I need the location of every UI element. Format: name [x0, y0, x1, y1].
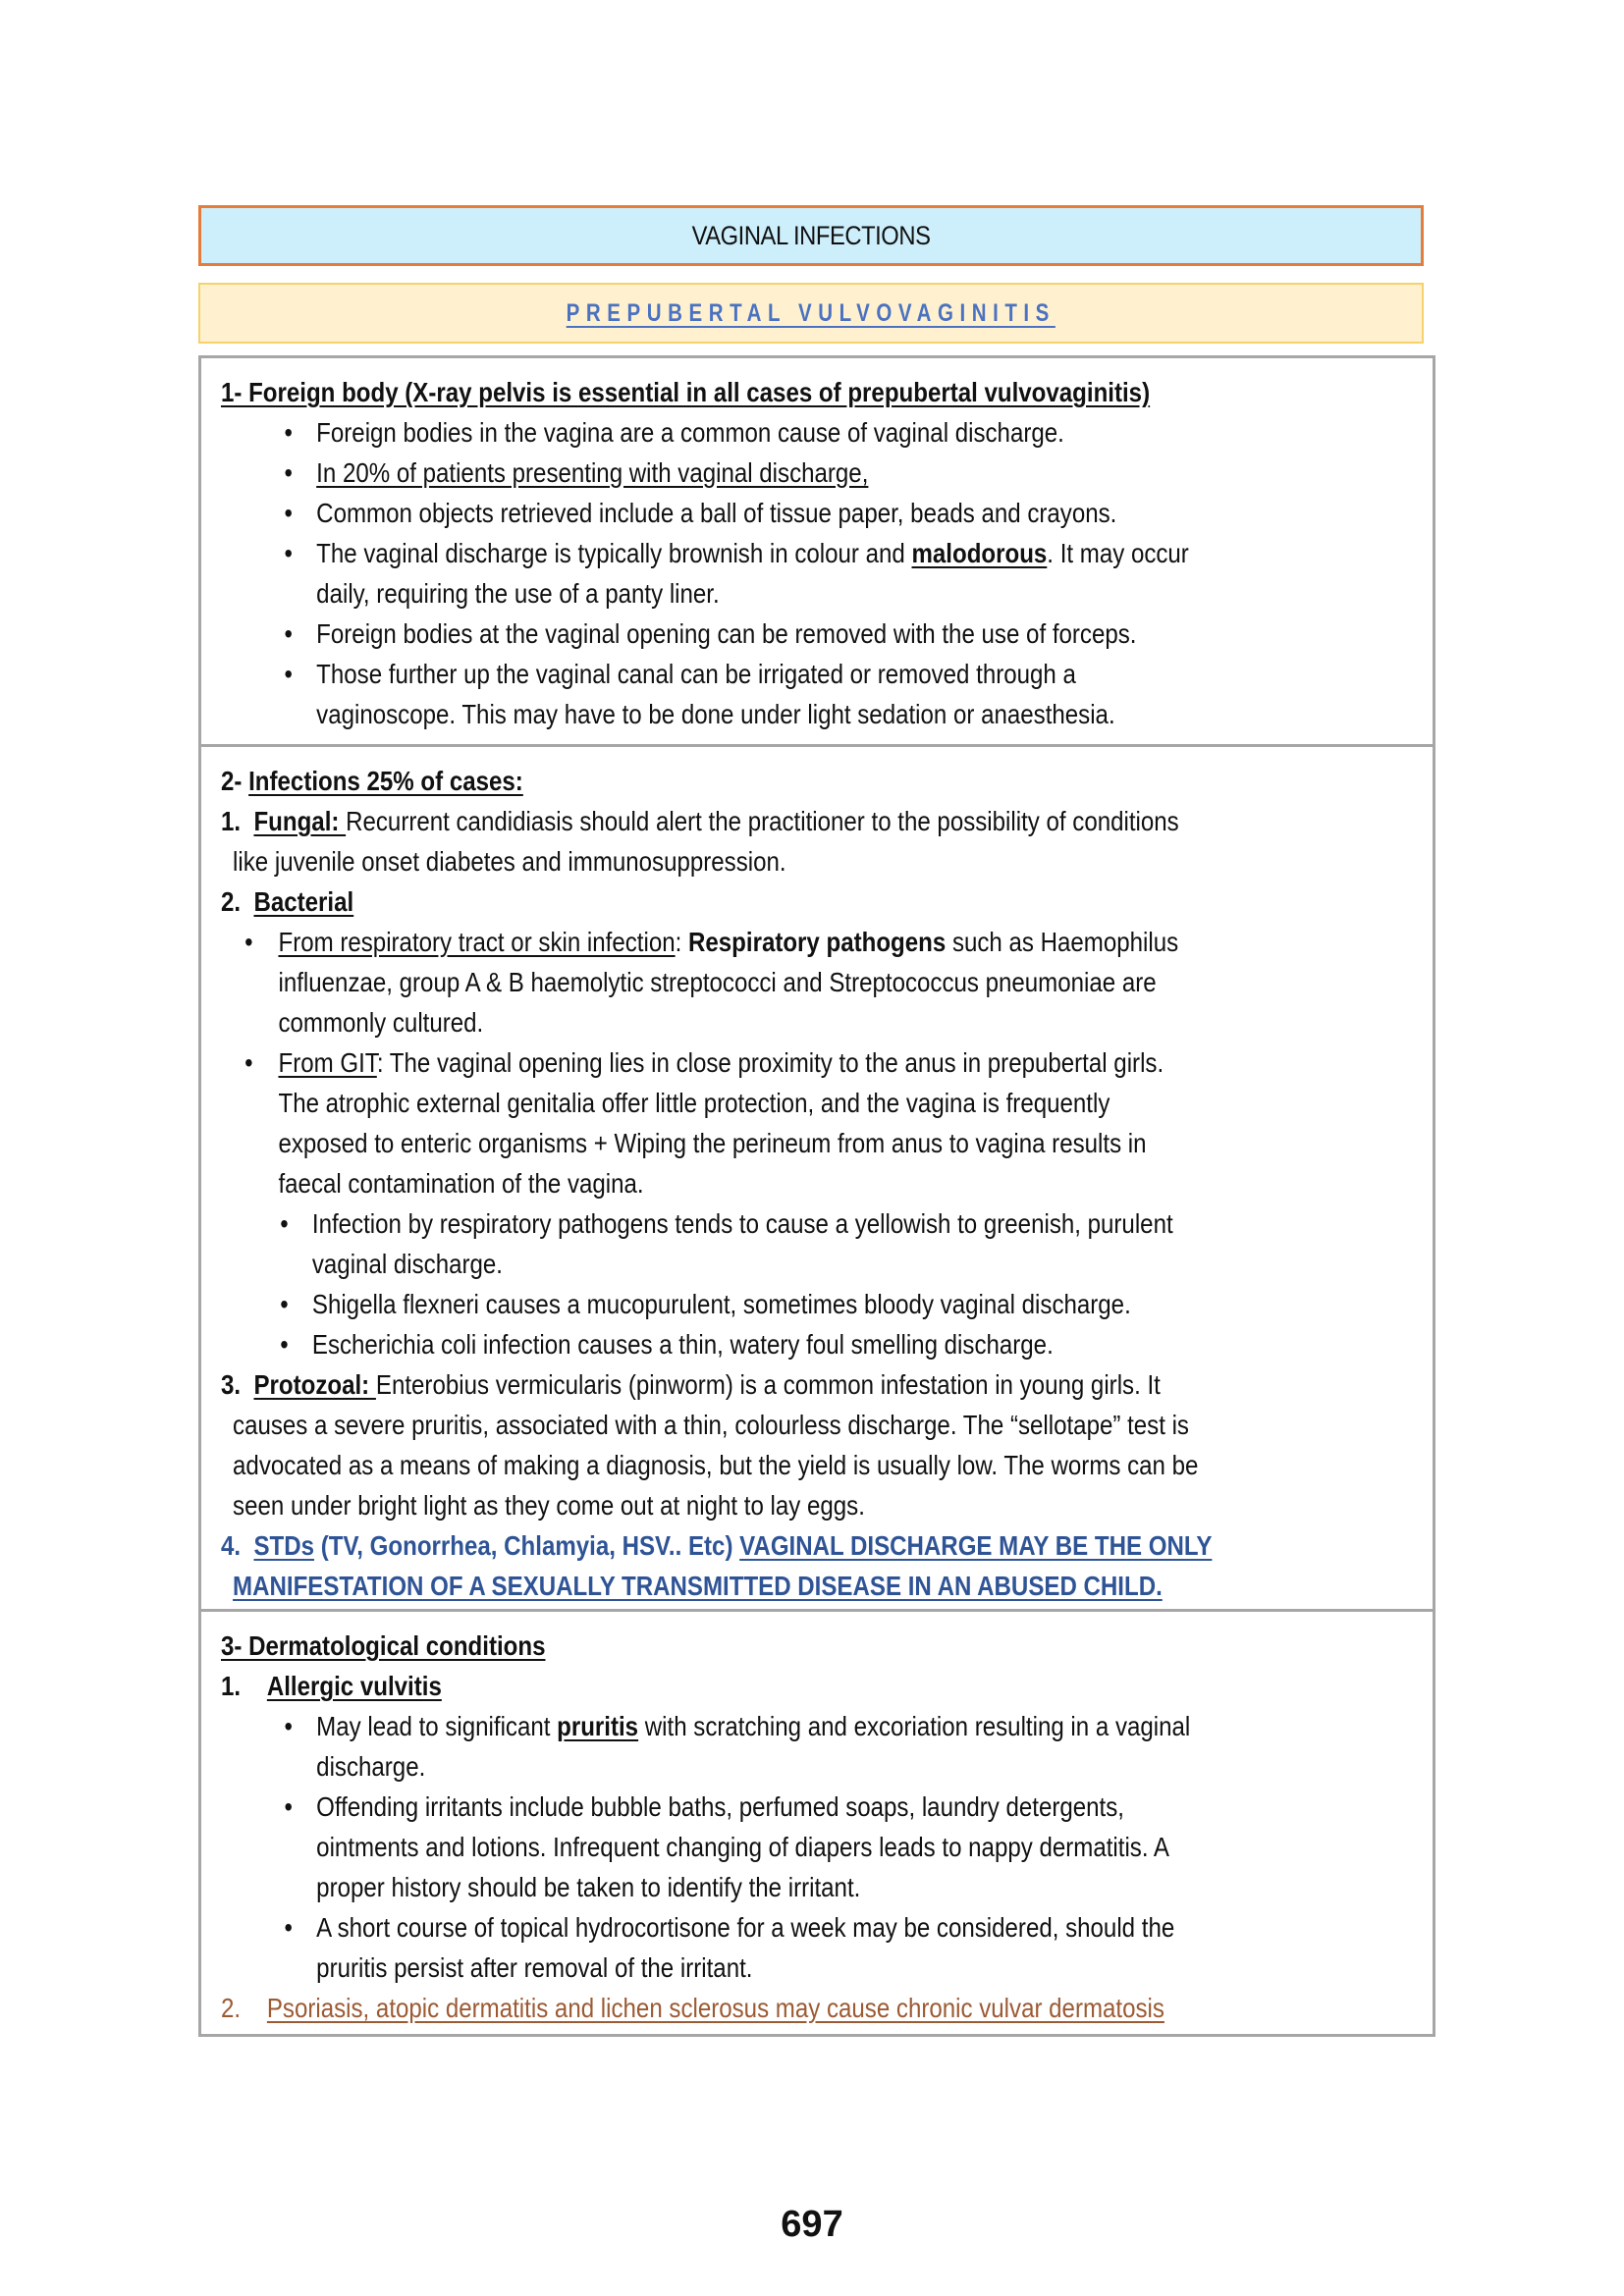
bullet-icon: • — [284, 457, 293, 488]
section-subtitle: PREPUBERTAL VULVOVAGINITIS — [566, 298, 1056, 327]
numbered-item-protozoal: 3. Protozoal: Enterobius vermicularis (pinworm) is a common infestation in young girls. It — [221, 1369, 1161, 1400]
list-item-continuation: faecal contamination of the vagina. — [278, 1168, 644, 1199]
bullet-icon: • — [280, 1208, 289, 1239]
numbered-item-continuation: seen under bright light as they come out at night to lay eggs. — [233, 1490, 865, 1521]
list-item: • A short course of topical hydrocortisone for a week may be considered, should the — [221, 1907, 1472, 1948]
bullet-icon: • — [244, 927, 253, 957]
list-item: • In 20% of patients presenting with vaginal discharge, — [221, 453, 1472, 493]
list-item: • Foreign bodies at the vaginal opening can be removed with the use of forceps. — [221, 614, 1472, 654]
list-item-continuation: discharge. — [316, 1751, 426, 1782]
bullet-icon: • — [284, 538, 293, 568]
list-item-continuation: pruritis persist after removal of the irritant. — [316, 1952, 753, 1983]
bullet-icon: • — [284, 1912, 293, 1943]
emphasis-malodorous: malodorous — [911, 538, 1048, 568]
list-item-continuation: proper history should be taken to identify the irritant. — [316, 1872, 861, 1902]
numbered-item-stds: 4. STDs (TV, Gonorrhea, Chlamyia, HSV.. Etc) VAGINAL DISCHARGE MAY BE THE ONLY — [221, 1530, 1213, 1561]
section-foreign-body — [201, 358, 1433, 744]
list-item: • The vaginal discharge is typically brownish in colour and malodorous. It may occur — [221, 533, 1472, 573]
list-item: • Foreign bodies in the vagina are a common cause of vaginal discharge. — [221, 412, 1472, 453]
bullet-icon: • — [284, 659, 293, 689]
numbered-item-fungal: 1. Fungal: Recurrent candidiasis should alert the practitioner to the possibility of conditions — [221, 806, 1179, 836]
numbered-item-allergic: 1. Allergic vulvitis — [221, 1671, 442, 1701]
section-subtitle-box — [198, 283, 1424, 344]
page-number: 697 — [781, 2204, 843, 2245]
std-warning: MANIFESTATION OF A SEXUALLY TRANSMITTED DISEASE IN AN ABUSED CHILD. — [233, 1571, 1163, 1601]
list-item: • Common objects retrieved include a ball of tissue paper, beads and crayons. — [221, 493, 1472, 533]
list-item-continuation: exposed to enteric organisms + Wiping the perineum from anus to vagina results in — [278, 1128, 1147, 1158]
numbered-item-continuation — [221, 1566, 1420, 1606]
numbered-item-continuation: like juvenile onset diabetes and immunosuppression. — [233, 846, 786, 877]
bullet-icon: • — [284, 417, 293, 448]
sub-list-item-continuation: vaginal discharge. — [311, 1249, 503, 1279]
bullet-icon: • — [280, 1329, 289, 1360]
sub-list-item: • Infection by respiratory pathogens tends to cause a yellowish to greenish, purulent — [221, 1203, 1467, 1244]
content-table — [198, 355, 1435, 2037]
list-item-git: • From GIT: The vaginal opening lies in close proximity to the anus in prepubertal girls. — [221, 1042, 1432, 1083]
list-item-continuation: The atrophic external genitalia offer little protection, and the vagina is frequently — [278, 1088, 1110, 1118]
page-title-box — [198, 205, 1424, 266]
section-dermatological — [201, 1609, 1433, 2034]
numbered-item-continuation: causes a severe pruritis, associated with a thin, colourless discharge. The “sellotape” test is — [233, 1410, 1189, 1440]
emphasis-pruritis: pruritis — [557, 1711, 639, 1741]
list-item-respiratory: • From respiratory tract or skin infection: Respiratory pathogens such as Haemophilus — [221, 922, 1432, 962]
numbered-item-psoriasis: 2. Psoriasis, atopic dermatitis and lichen sclerosus may cause chronic vulvar dermatosis — [221, 1993, 1164, 2023]
section-heading: 1- Foreign body (X-ray pelvis is essential in all cases of prepubertal vulvovaginitis) — [221, 377, 1151, 407]
list-item: • May lead to significant pruritis with scratching and excoriation resulting in a vaginal — [221, 1706, 1472, 1746]
sub-list-item: • Escherichia coli infection causes a thin, watery foul smelling discharge. — [221, 1324, 1467, 1364]
std-warning: VAGINAL DISCHARGE MAY BE THE ONLY — [739, 1530, 1213, 1561]
numbered-item-continuation: advocated as a means of making a diagnosis, but the yield is usually low. The worms can be — [233, 1450, 1199, 1480]
bullet-icon: • — [284, 1791, 293, 1822]
list-item: • Those further up the vaginal canal can be irrigated or removed through a — [221, 654, 1472, 694]
sub-list-item: • Shigella flexneri causes a mucopurulent, sometimes bloody vaginal discharge. — [221, 1284, 1467, 1324]
section-heading: 2- Infections 25% of cases: — [221, 766, 523, 796]
bullet-icon: • — [284, 618, 293, 649]
numbered-item-bacterial: 2. Bacterial — [221, 886, 354, 917]
list-item-continuation: vaginoscope. This may have to be done under light sedation or anaesthesia. — [316, 699, 1115, 729]
bullet-icon: • — [284, 498, 293, 528]
list-item-continuation: influenzae, group A & B haemolytic streptococci and Streptococcus pneumoniae are — [278, 967, 1157, 997]
page-title: VAGINAL INFECTIONS — [691, 220, 931, 250]
list-item-continuation: ointments and lotions. Infrequent changing of diapers leads to nappy dermatitis. A — [316, 1832, 1169, 1862]
list-item-continuation: commonly cultured. — [278, 1007, 484, 1038]
bullet-icon: • — [280, 1289, 289, 1319]
bullet-icon: • — [284, 1711, 293, 1741]
bullet-icon: • — [244, 1047, 253, 1078]
list-item: • Offending irritants include bubble baths, perfumed soaps, laundry detergents, — [221, 1787, 1472, 1827]
list-item-continuation: daily, requiring the use of a panty liner. — [316, 578, 720, 609]
section-infections — [201, 744, 1433, 1609]
section-heading: 3- Dermatological conditions — [221, 1630, 546, 1661]
